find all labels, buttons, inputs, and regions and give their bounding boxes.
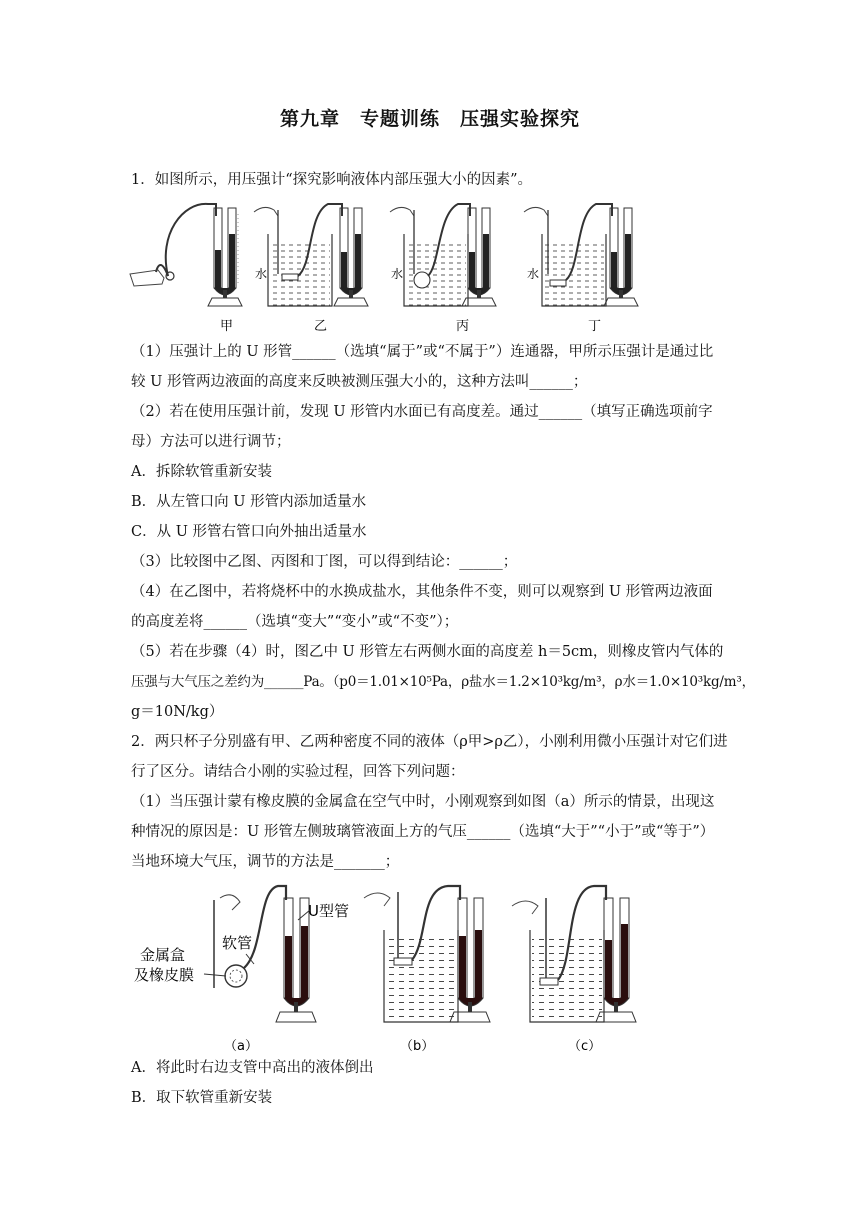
fig-label-c: （c） <box>568 1039 602 1054</box>
q1-stem: 1．如图所示，用压强计“探究影响液体内部压强大小的因素”。 <box>131 172 533 188</box>
q1-part4-line2: 的高度差将______（选填“变大”“变小”或“不变”）； <box>131 614 459 630</box>
q1-option-a: A．拆除软管重新安装 <box>131 464 272 480</box>
manometer-jia <box>130 204 242 306</box>
q2-option-b: B．取下软管重新安装 <box>131 1090 273 1106</box>
manometer-c <box>512 886 636 1022</box>
q2-part1-line2: 种情况的原因是：U 形管左侧玻璃管液面上方的气压______（选填“大于”“小于”或“等于”） <box>131 824 715 840</box>
q2-part1-line3: 当地环境大气压，调节的方法是_______； <box>131 854 400 870</box>
q1-part2-line1: （2）若在使用压强计前，发现 U 形管内水面已有高度差。通过______（填写正确选项前字 <box>131 404 713 420</box>
q2-stem-line1: 2．两只杯子分别盛有甲、乙两种密度不同的液体（ρ甲>ρ乙），小刚利用微小压强计对它们进 <box>131 734 728 750</box>
q1-figure <box>128 194 648 339</box>
q1-part1-line2: 较 U 形管两边液面的高度来反映被测压强大小的，这种方法叫______； <box>131 374 588 390</box>
manometer-a <box>134 886 349 1022</box>
q1-part3: （3）比较图中乙图、丙图和丁图，可以得到结论：______； <box>131 554 518 570</box>
q1-part5-line2: 压强与大气压之差约为______Pa。（p0＝1.01×10⁵Pa，ρ盐水＝1.2×10³kg/m³，ρ水＝1.0×10³kg/m³， <box>131 674 755 690</box>
fig-label-jia: 甲 <box>220 319 234 334</box>
label-metal-box-1: 金属盒 <box>140 946 186 964</box>
fig-label-bing: 丙 <box>456 319 470 334</box>
manometer-yi <box>254 204 368 306</box>
fig-label-ding: 丁 <box>588 319 602 334</box>
manometer-b <box>364 886 490 1022</box>
q2-part1-line1: （1）当压强计蒙有橡皮膜的金属盒在空气中时，小刚观察到如图（a）所示的情景，出现这 <box>131 794 715 810</box>
manometer-ding <box>524 204 638 306</box>
label-metal-box-2: 及橡皮膜 <box>134 966 195 984</box>
q1-option-c: C．从 U 形管右管口向外抽出适量水 <box>131 524 367 540</box>
q1-option-b: B．从左管口向 U 形管内添加适量水 <box>131 494 367 510</box>
page-title: 第九章 专题训练 压强实验探究 <box>279 108 580 130</box>
fig-label-a: （a） <box>224 1039 258 1054</box>
label-u-tube: U型管 <box>308 902 349 920</box>
q2-stem-line2: 行了区分。请结合小刚的实验过程，回答下列问题： <box>131 764 465 780</box>
manometer-bing <box>390 204 496 306</box>
water-label-yi: 水 <box>255 267 268 281</box>
q2-option-a: A．将此时右边支管中高出的液体倒出 <box>131 1060 374 1076</box>
water-label-bing: 水 <box>391 267 404 281</box>
q1-part4-line1: （4）在乙图中，若将烧杯中的水换成盐水，其他条件不变，则可以观察到 U 形管两边液面 <box>131 584 713 600</box>
water-label-ding: 水 <box>527 267 540 281</box>
q2-figure <box>128 880 658 1060</box>
q1-part5-line1: （5）若在步骤（4）时，图乙中 U 形管左右两侧水面的高度差 h＝5cm，则橡皮管内气体的 <box>131 644 724 660</box>
q1-part2-line2: 母）方法可以进行调节； <box>131 434 291 450</box>
fig-label-yi: 乙 <box>314 319 328 334</box>
fig-label-b: （b） <box>400 1039 435 1054</box>
label-hose: 软管 <box>222 934 253 952</box>
q1-part1-line1: （1）压强计上的 U 形管______（选填“属于”或“不属于”）连通器，甲所示压强计是通过比 <box>131 344 714 360</box>
q1-part5-line3: g＝10N/kg） <box>131 704 224 720</box>
